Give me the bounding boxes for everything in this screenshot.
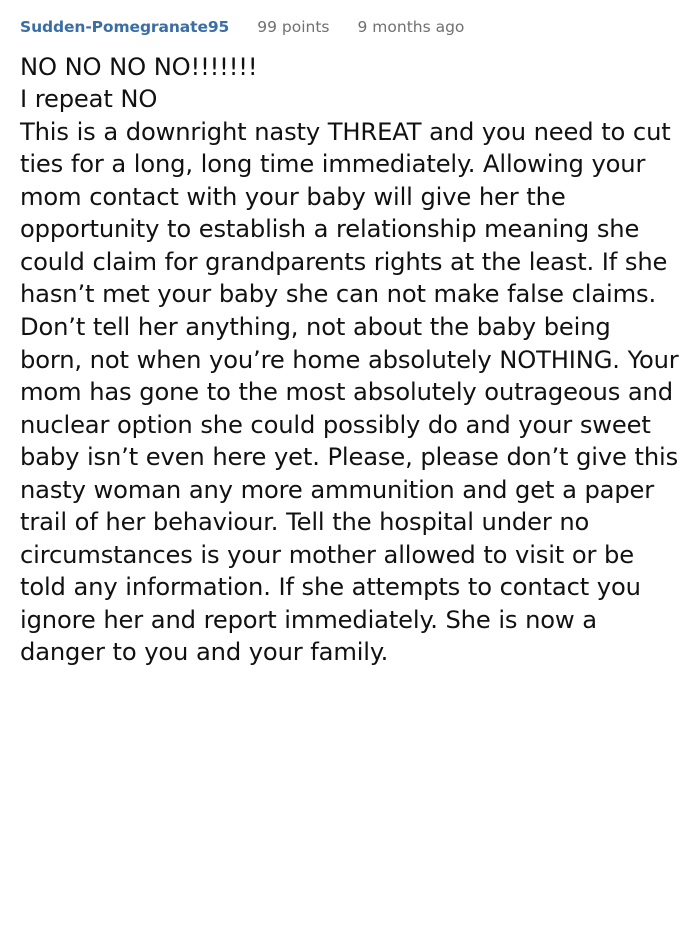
comment-author[interactable]: Sudden-Pomegranate95 [20,18,230,36]
comment-line: I repeat NO [20,85,158,114]
comment-meta [20,18,680,37]
comment-line: This is a downright nasty THREAT and you need to cut ties for a long, long time immediately. Allowing your mom contact with your baby will give her the opportunity to establish a relationship meaning she could claim for grandparents rights at the least. If she hasn’t met your baby she can not make false claims. Don’t tell her anything, not about the baby being born, not when you’re home absolutely NOTHING. Your mom has gone to the most absolutely outrageous and nuclear option she could possibly do and your sweet baby isn’t even here yet. Please, please don’t give this nasty woman any more ammunition and get a paper trail of her behaviour. Tell the hospital under no circumstances is your mother allowed to visit or be told any information. If she attempts to contact you ignore her and report immediately. She is now a danger to you and your family. [20,117,679,667]
comment-timestamp: 9 months ago [357,18,465,36]
comment-body [20,51,680,669]
comment-line: NO NO NO NO!!!!!!! [20,52,258,81]
comment-points: 99 points [257,18,330,36]
